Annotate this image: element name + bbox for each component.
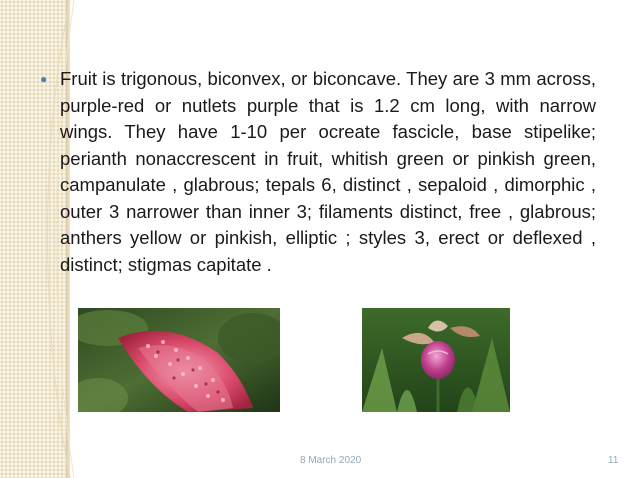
body-text: Fruit is trigonous, biconvex, or biconcave. They are 3 mm across, purple-red or nutlets purple that is 1.2 cm long, with narrow wings. They have 1-10 per ocreate fascicle, base stipelike; perianth nonaccrescent in fruit, whitish green or pinkish green, campanulate , glabrous; tepals 6, distinct , sepaloid , dimorphic , outer 3 narrower than inner 3; filaments distinct, free , glabrous; anthers yellow or pinkish, elliptic ; styles 3, erect or deflexed , distinct; stigmas capitate . bbox=[60, 68, 596, 275]
footer-date: 8 March 2020 bbox=[300, 455, 362, 466]
bullet-dot-icon: ● bbox=[40, 72, 48, 86]
page-number: 11 bbox=[608, 455, 619, 466]
content-block bbox=[40, 66, 596, 278]
orchid-photo bbox=[362, 308, 510, 412]
bullet-item bbox=[40, 66, 596, 278]
flower-cluster-photo bbox=[78, 308, 280, 412]
